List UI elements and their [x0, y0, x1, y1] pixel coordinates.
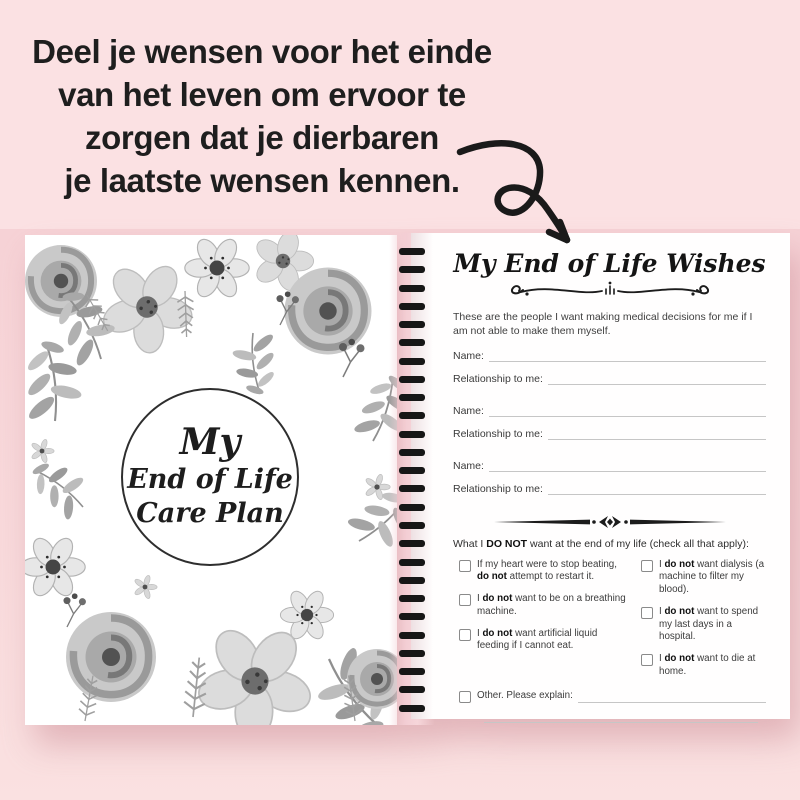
checklist-item-text: I do not want to be on a breathing machine. [477, 593, 626, 617]
checkbox-icon [641, 654, 653, 666]
relationship-row [453, 482, 766, 495]
spiral-coil [399, 467, 425, 474]
name-row-label: Name: [453, 404, 484, 417]
name-row-line [489, 351, 766, 362]
cover-title-circle [122, 389, 298, 565]
checklist-item-text: I do not want dialysis (a machine to filter my blood). [659, 558, 765, 596]
spiral-coil [399, 248, 425, 255]
headline-line: Deel je wensen voor het einde [32, 33, 492, 70]
name-row [453, 349, 766, 362]
headline-line: zorgen dat je dierbaren [85, 119, 439, 156]
checkbox-icon [641, 560, 653, 572]
spiral-coil [399, 668, 425, 675]
extra-answer-line [484, 710, 758, 723]
relationship-row-label: Relationship to me: [453, 482, 543, 495]
headline-line: je laatste wensen kennen. [64, 162, 460, 199]
checklist-item [459, 628, 631, 653]
checkbox-icon [459, 691, 471, 703]
relationship-row-line [548, 484, 766, 495]
spiral-coil [399, 412, 425, 419]
page-title: My End of Life Wishes [453, 249, 766, 278]
spiral-coil [399, 522, 425, 529]
name-row [453, 404, 766, 417]
other-option-row [459, 689, 766, 703]
spiral-coil [399, 431, 425, 438]
checkbox-icon [459, 560, 471, 572]
spiral-coil [399, 632, 425, 639]
name-row-line [489, 406, 766, 417]
spiral-coil [399, 285, 425, 292]
checklist-item-text: I do not want to die at home. [659, 653, 756, 677]
relationship-row [453, 427, 766, 440]
headline-line: van het leven om ervoor te [58, 76, 466, 113]
spiral-coil [399, 321, 425, 328]
cover-title-line: End of Life [127, 464, 293, 496]
checklist-item-text: If my heart were to stop beating, do not attempt to restart it. [477, 558, 617, 583]
spiral-coil [399, 540, 425, 547]
spiral-coil [399, 485, 425, 492]
spiral-coil [399, 376, 425, 383]
spiral-coil [399, 613, 425, 620]
spiral-coil [399, 686, 425, 693]
contact-block [453, 349, 766, 385]
checklist-item [641, 653, 766, 678]
contact-block [453, 404, 766, 440]
name-row-line [489, 461, 766, 472]
checkbox-icon [641, 607, 653, 619]
checkbox-icon [459, 594, 471, 606]
name-row-label: Name: [453, 349, 484, 362]
planner-cover [25, 235, 397, 725]
checklist-right-column [641, 559, 766, 688]
section-divider-icon [494, 514, 726, 530]
checklist-heading: What I DO NOT want at the end of my life (check all that apply): [453, 537, 749, 550]
spiral-binding [399, 248, 425, 712]
spiral-coil [399, 358, 425, 365]
name-row [453, 459, 766, 472]
contact-block [453, 459, 766, 495]
curled-arrow-icon [452, 134, 592, 266]
checklist-item [641, 559, 766, 597]
headline-text [2, 30, 522, 202]
checklist-item-text: I do not want artificial liquid feeding if I cannot eat. [477, 627, 598, 652]
checklist-item-text: I do not want to spend my last days in a hospital. [659, 605, 759, 643]
other-answer-line [578, 692, 766, 703]
checklist-item [459, 559, 631, 584]
wishes-page [411, 233, 790, 719]
title-flourish-icon [505, 280, 715, 302]
spiral-coil [399, 266, 425, 273]
spiral-coil [399, 339, 425, 346]
other-option-label: Other. Please explain: [477, 689, 573, 701]
checklist-left-column [459, 559, 631, 688]
contact-blocks [453, 349, 766, 495]
spiral-coil [399, 705, 425, 712]
spiral-coil [399, 449, 425, 456]
cover-title-line: My [179, 420, 241, 463]
spiral-coil [399, 559, 425, 566]
relationship-row-label: Relationship to me: [453, 427, 543, 440]
spiral-coil [399, 577, 425, 584]
spiral-coil [399, 650, 425, 657]
promo-banner [0, 0, 800, 229]
relationship-row-label: Relationship to me: [453, 372, 543, 385]
checkbox-icon [459, 629, 471, 641]
name-row-label: Name: [453, 459, 484, 472]
checklist-item [641, 606, 766, 644]
intro-text: These are the people I want making medical decisions for me if I am not able to make them myself. [453, 311, 753, 337]
spiral-coil [399, 303, 425, 310]
spiral-coil [399, 394, 425, 401]
relationship-row [453, 372, 766, 385]
spiral-coil [399, 595, 425, 602]
relationship-row-line [548, 374, 766, 385]
checklist-item [459, 593, 631, 618]
relationship-row-line [548, 429, 766, 440]
spiral-coil [399, 504, 425, 511]
cover-title-line: Care Plan [136, 498, 284, 530]
planner-book [25, 233, 790, 725]
checklist-columns [453, 559, 766, 688]
